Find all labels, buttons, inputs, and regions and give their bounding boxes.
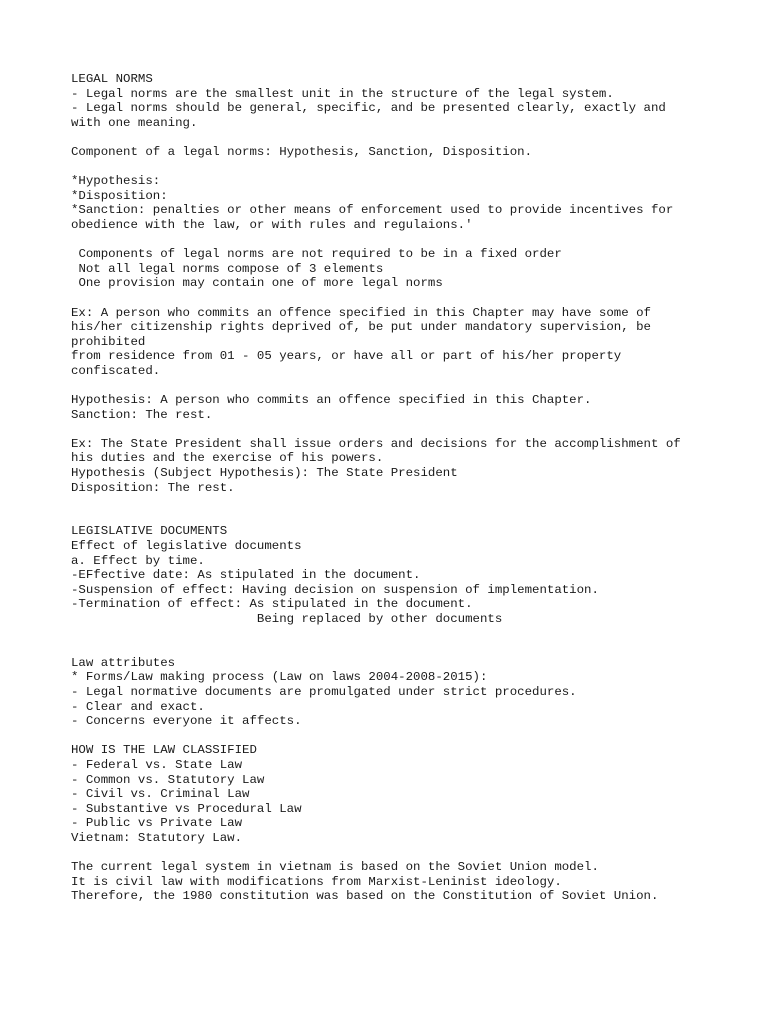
document-line: - Common vs. Statutory Law (71, 772, 265, 787)
document-line: obedience with the law, or with rules and regulaions.' (71, 217, 473, 232)
document-line: Being replaced by other documents (71, 611, 503, 626)
document-line (71, 845, 711, 860)
document-line: - Legal norms should be general, specific, and be presented clearly, exactly and (71, 101, 666, 116)
document-line: Vietnam: Statutory Law. (71, 830, 243, 845)
document-line: *Sanction: penalties or other means of enforcement used to provide incentives for (71, 203, 674, 218)
document-line (71, 422, 711, 437)
document-line (71, 510, 711, 525)
document-line: with one meaning. (71, 115, 198, 130)
document-line: - Clear and exact. (71, 699, 205, 714)
document-line: Components of legal norms are not required to be in a fixed order (71, 247, 562, 262)
document-line: One provision may contain one of more legal norms (71, 276, 443, 291)
document-text (71, 72, 711, 904)
document-line (71, 291, 711, 306)
document-line: Ex: The State President shall issue orders and decisions for the accomplishment of (71, 436, 681, 451)
document-line: It is civil law with modifications from Marxist-Leninist ideology. (71, 874, 562, 889)
document-line: a. Effect by time. (71, 553, 205, 568)
document-line: HOW IS THE LAW CLASSIFIED (71, 743, 257, 758)
document-line: prohibited (71, 334, 146, 349)
document-line: - Civil vs. Criminal Law (71, 787, 250, 802)
document-line (71, 641, 711, 656)
document-line: Law attributes (71, 655, 176, 670)
document-line: - Substantive vs Procedural Law (71, 801, 302, 816)
document-line: - Legal norms are the smallest unit in the structure of the legal system. (71, 86, 614, 101)
document-line (71, 495, 711, 510)
document-line: -Termination of effect: As stipulated in the document. (71, 597, 473, 612)
document-line: his duties and the exercise of his powers. (71, 451, 384, 466)
document-line: Not all legal norms compose of 3 elements (71, 261, 384, 276)
document-line: Disposition: The rest. (71, 480, 235, 495)
document-line: *Hypothesis: (71, 174, 161, 189)
document-line: * Forms/Law making process (Law on laws 2004-2008-2015): (71, 670, 488, 685)
document-line: -EFfective date: As stipulated in the document. (71, 568, 421, 583)
document-line: *Disposition: (71, 188, 168, 203)
document-line: - Federal vs. State Law (71, 757, 243, 772)
document-line (71, 627, 711, 642)
document-line: -Suspension of effect: Having decision on suspension of implementation. (71, 582, 599, 597)
document-line: confiscated. (71, 363, 161, 378)
document-line: LEGAL NORMS (71, 72, 153, 86)
document-line: Hypothesis: A person who commits an offence specified in this Chapter. (71, 393, 592, 408)
document-line: Ex: A person who commits an offence specified in this Chapter may have some of (71, 305, 651, 320)
document-line: Component of a legal norms: Hypothesis, Sanction, Disposition. (71, 144, 533, 159)
document-line (71, 130, 711, 145)
document-line: Hypothesis (Subject Hypothesis): The State President (71, 466, 458, 481)
document-line: from residence from 01 - 05 years, or have all or part of his/her property (71, 349, 622, 364)
document-line: Therefore, the 1980 constitution was based on the Constitution of Soviet Union. (71, 889, 659, 904)
document-line (71, 233, 711, 248)
document-line: The current legal system in vietnam is based on the Soviet Union model. (71, 860, 599, 875)
document-line: - Public vs Private Law (71, 816, 243, 831)
document-line (71, 729, 711, 744)
document-line: - Concerns everyone it affects. (71, 714, 302, 729)
document-line (71, 160, 711, 175)
document-line (71, 378, 711, 393)
document-line: his/her citizenship rights deprived of, be put under mandatory supervision, be (71, 320, 651, 335)
document-line: LEGISLATIVE DOCUMENTS (71, 524, 228, 539)
document-line: Sanction: The rest. (71, 407, 213, 422)
document-line: - Legal normative documents are promulgated under strict procedures. (71, 684, 577, 699)
document-line: Effect of legislative documents (71, 539, 302, 553)
